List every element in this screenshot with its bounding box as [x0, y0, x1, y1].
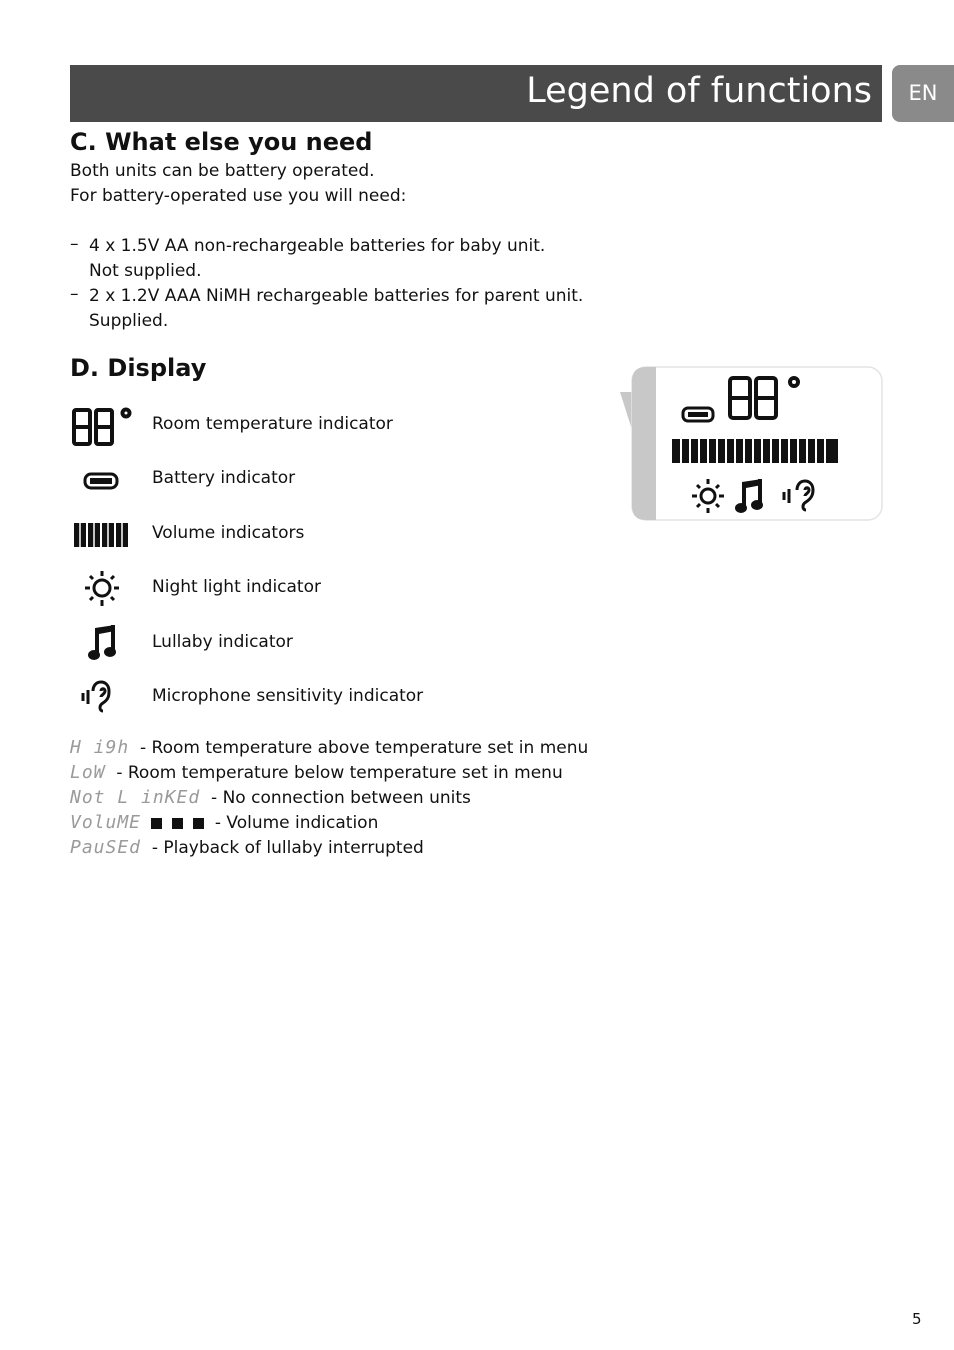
indicator-label: Battery indicator: [152, 468, 296, 488]
indicator-label: Volume indicators: [152, 523, 305, 543]
lcd-code: VoluME: [70, 812, 142, 833]
list-dash: –: [70, 284, 79, 304]
message-text: - No connection between units: [211, 788, 471, 808]
message-text: - Room temperature below temperature set in menu: [116, 763, 563, 783]
indicator-label: Night light indicator: [152, 577, 321, 597]
lcd-code: Not L inKEd: [70, 787, 201, 808]
message-row: [70, 837, 424, 858]
intro-line-2: For battery-operated use you will need:: [70, 186, 407, 206]
indicator-label: Lullaby indicator: [152, 632, 293, 652]
list-item-line: 4 x 1.5V AA non-rechargeable batteries for baby unit.: [89, 236, 546, 256]
message-row: [70, 812, 378, 833]
header-bar: [70, 65, 882, 122]
page-title: Legend of functions: [526, 71, 872, 111]
list-item-line: 2 x 1.2V AAA NiMH rechargeable batteries for parent unit.: [89, 286, 584, 306]
message-text: - Room temperature above temperature set in menu: [140, 738, 589, 758]
message-text: - Playback of lullaby interrupted: [151, 838, 424, 858]
night-light-icon: [70, 567, 134, 611]
message-row: [70, 762, 563, 783]
display-illustration: [620, 366, 884, 522]
indicator-label: Room temperature indicator: [152, 414, 393, 434]
list-item-line: Not supplied.: [89, 261, 202, 281]
page-number: 5: [912, 1310, 922, 1328]
message-text: - Volume indication: [214, 813, 379, 833]
list-item-line: Supplied.: [89, 311, 169, 331]
volume-squares-icon: [146, 813, 209, 833]
intro-line-1: Both units can be battery operated.: [70, 161, 375, 181]
temperature-digits-icon: [70, 405, 134, 449]
lcd-code: PauSEd: [70, 837, 142, 858]
section-d-heading: D. Display: [70, 354, 207, 382]
music-note-icon: [70, 621, 134, 665]
lcd-code: H i9h: [70, 737, 130, 758]
lcd-code: LoW: [70, 762, 106, 783]
indicator-label: Microphone sensitivity indicator: [152, 686, 424, 706]
section-c-heading: C. What else you need: [70, 128, 373, 156]
list-dash: –: [70, 234, 79, 254]
message-row: [70, 737, 588, 758]
volume-bars-icon: [70, 513, 134, 557]
ear-sound-icon: [70, 676, 134, 720]
language-tab: EN: [892, 65, 954, 122]
message-row: [70, 787, 471, 808]
battery-icon: [70, 459, 134, 503]
